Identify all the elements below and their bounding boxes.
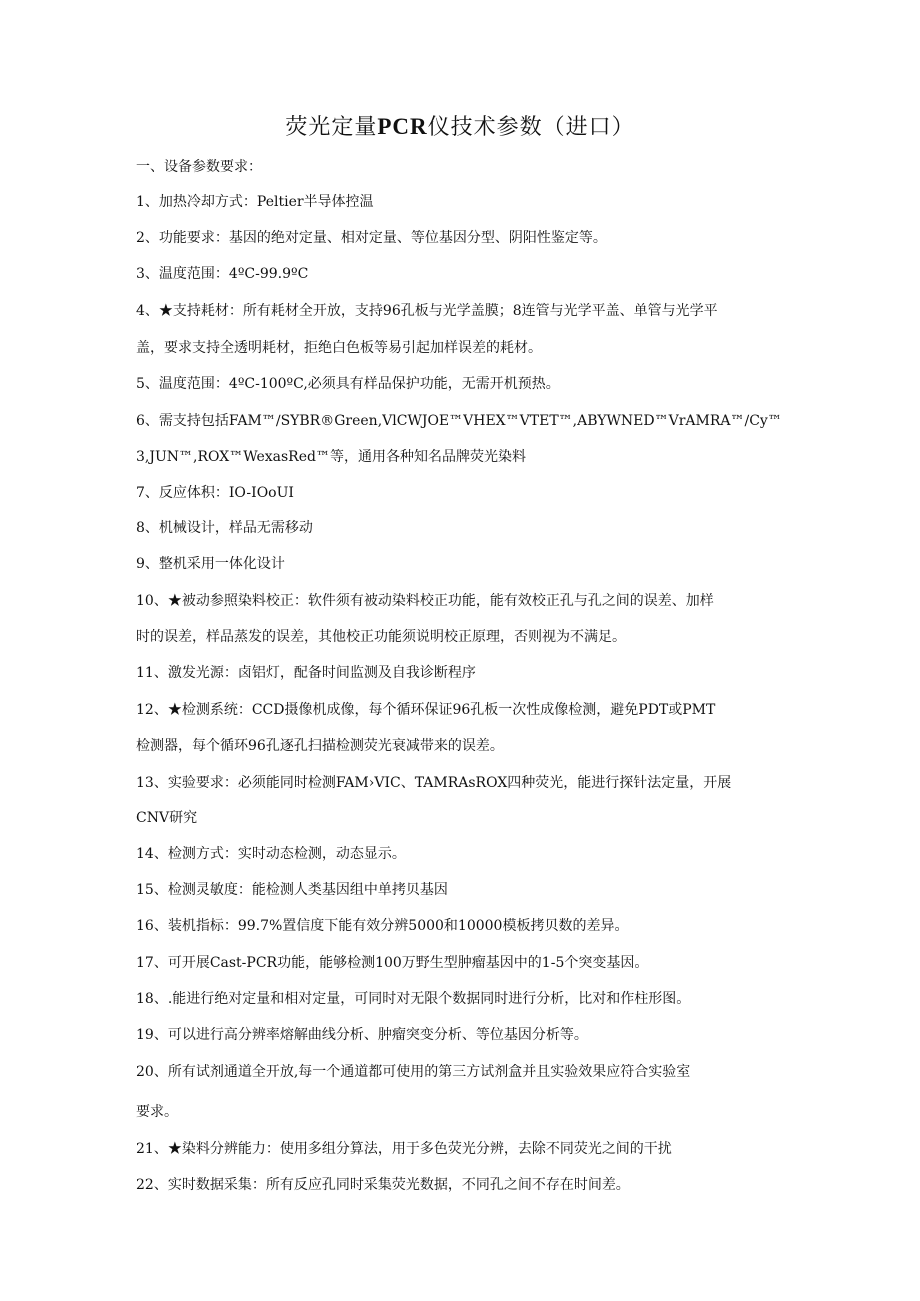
- paragraph-line: 5、温度范围：4ºC-100ºC,必须具有样品保护功能，无需开机预热。: [136, 376, 560, 392]
- paragraph-line: 3,JUN™,ROX™WexasRed™等，通用各种知名品牌荧光染料: [136, 449, 526, 465]
- paragraph-line: 13、实验要求：必须能同时检测FAM›VIC、TAMRAsROX四种荧光，能进行探针法定量，开展: [136, 775, 732, 791]
- paragraph-line: 16、装机指标：99.7%置信度下能有效分辨5000和10000模板拷贝数的差异。: [136, 918, 629, 934]
- paragraph-line: 20、所有试剂通道全开放,每一个通道都可使用的第三方试剂盒并且实验效果应符合实验室: [136, 1064, 691, 1080]
- paragraph-line: 3、温度范围：4ºC-99.9ºC: [136, 266, 309, 282]
- paragraph-line: 盖，要求支持全透明耗材，拒绝白色板等易引起加样误差的耗材。: [136, 340, 542, 356]
- paragraph-line: 要求。: [136, 1104, 178, 1120]
- paragraph-line: 15、检测灵敏度：能检测人类基因组中单拷贝基因: [136, 882, 448, 898]
- paragraph-line: 7、反应体积：IO-IOoUI: [136, 485, 294, 501]
- title-prefix: 荧光定量: [285, 115, 378, 140]
- paragraph-line: 18、.能进行绝对定量和相对定量，可同时对无限个数据同时进行分析，比对和作柱形图。: [136, 991, 691, 1007]
- paragraph-line: 8、机械设计，样品无需移动: [136, 520, 313, 536]
- paragraph-line: 14、检测方式：实时动态检测，动态显示。: [136, 846, 406, 862]
- paragraph-line: 检测器，每个循环96孔逐孔扫描检测荧光衰减带来的误差。: [136, 738, 504, 754]
- paragraph-line: 9、整机采用一体化设计: [136, 556, 285, 572]
- paragraph-line: CNV研究: [136, 810, 198, 826]
- paragraph-line: 19、可以进行高分辨率熔解曲线分析、肿瘤突变分析、等位基因分析等。: [136, 1027, 588, 1043]
- paragraph-line: 11、激发光源：卤铝灯，配备时间监测及自我诊断程序: [136, 665, 476, 681]
- paragraph-line: 1、加热冷却方式：Peltier半导体控温: [136, 194, 374, 210]
- section-heading: 一、设备参数要求：: [136, 159, 262, 175]
- paragraph-line: 时的误差，样品蒸发的误差，其他校正功能须说明校正原理，否则视为不满足。: [136, 629, 626, 645]
- paragraph-line: 10、★被动参照染料校正：软件须有被动染料校正功能，能有效校正孔与孔之间的误差、加样: [136, 593, 714, 609]
- paragraph-line: 4、★支持耗材：所有耗材全开放，支持96孔板与光学盖膜；8连管与光学平盖、单管与光学平: [136, 303, 718, 319]
- paragraph-line: 21、★染料分辨能力：使用多组分算法，用于多色荧光分辨，去除不同荧光之间的干扰: [136, 1141, 672, 1157]
- title-bold: PCR: [377, 114, 428, 139]
- paragraph-line: 22、实时数据采集：所有反应孔同时采集荧光数据，不同孔之间不存在时间差。: [136, 1177, 630, 1193]
- title-suffix: 仪技术参数（进口）: [427, 115, 635, 140]
- paragraph-line: 12、★检测系统：CCD摄像机成像，每个循环保证96孔板一次性成像检测，避免PDT或PMT: [136, 702, 716, 718]
- paragraph-line: 6、需支持包括FAM™∕SYBR®Green,VlCWJOE™VHEX™VTET™,ABYWNED™VrAMRA™∕Cy™: [136, 413, 782, 429]
- paragraph-line: 17、可开展Cast-PCR功能，能够检测100万野生型肿瘤基因中的1-5个突变基因。: [136, 955, 649, 971]
- paragraph-line: 2、功能要求：基因的绝对定量、相对定量、等位基因分型、阴阳性鉴定等。: [136, 230, 607, 246]
- document-title: [0, 112, 920, 143]
